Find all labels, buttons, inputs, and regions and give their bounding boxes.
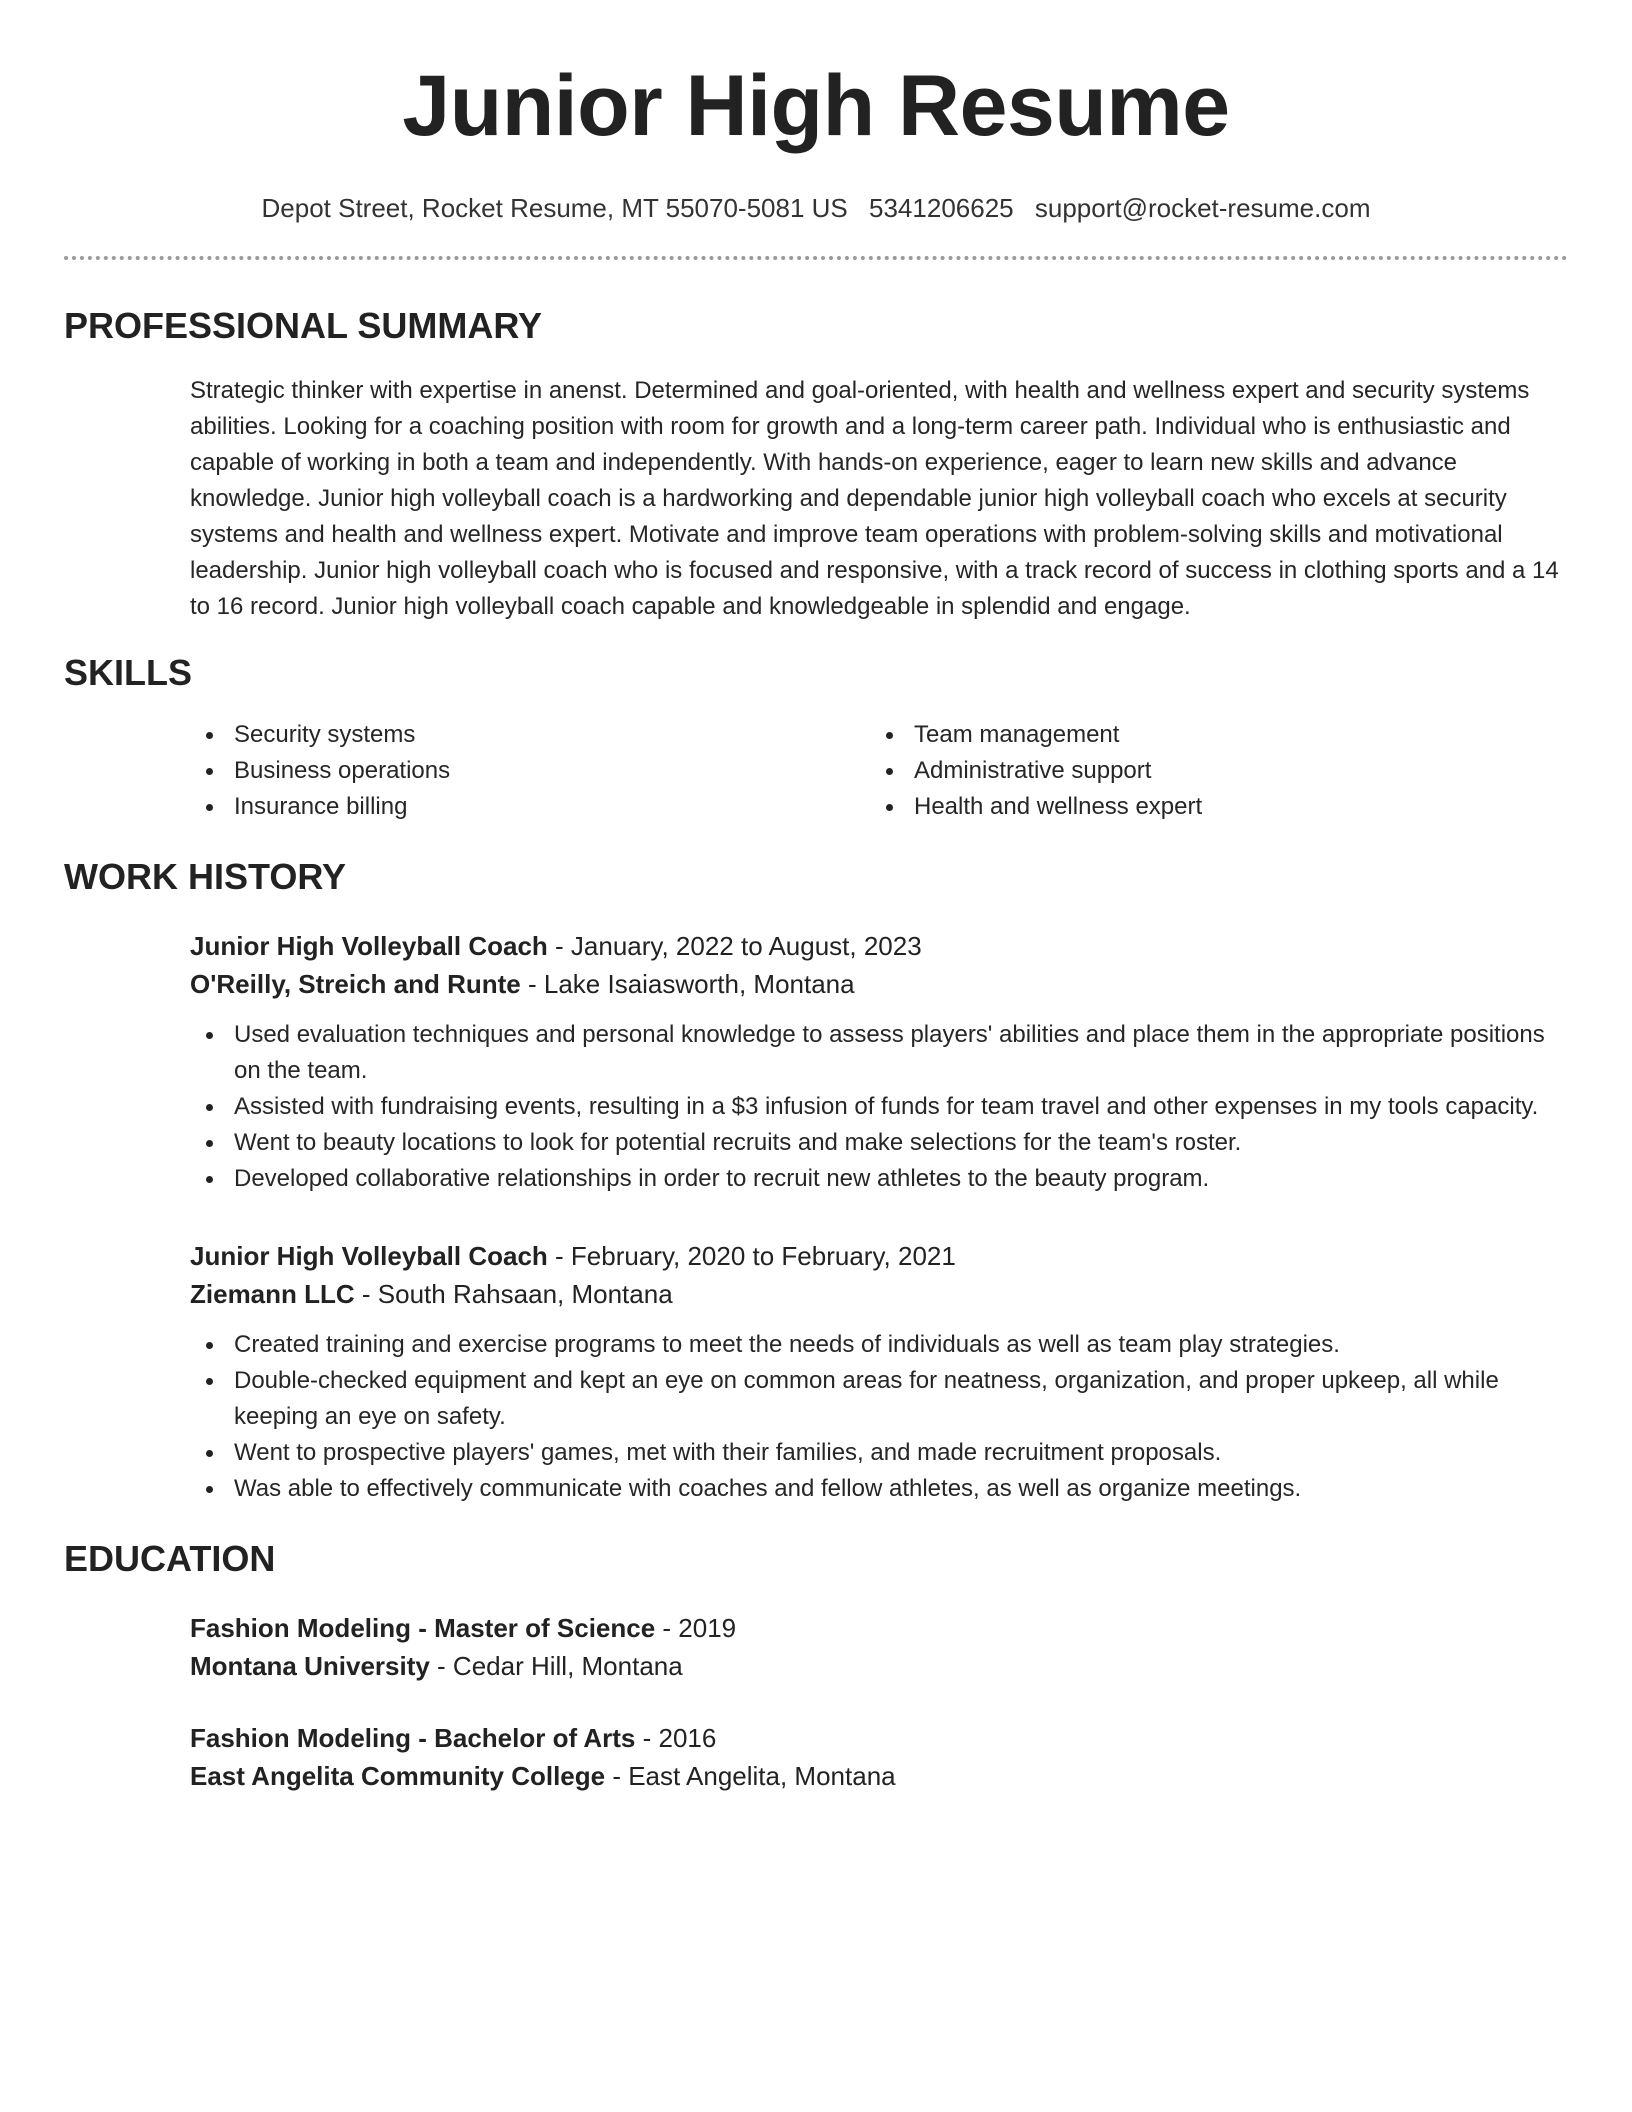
education-degree-line (190, 1609, 1568, 1647)
skill-item: Administrative support (870, 753, 1550, 789)
contact-phone: 5341206625 (869, 193, 1014, 223)
contact-line (64, 192, 1568, 224)
education-entry (190, 1609, 1568, 1685)
duty-item: Was able to effectively communicate with coaches and fellow athletes, as well as organize meetings. (190, 1471, 1568, 1507)
job-title-line (190, 1237, 1568, 1275)
education-school: Montana University (190, 1651, 430, 1681)
education-degree-line (190, 1719, 1568, 1757)
education-entry (190, 1719, 1568, 1795)
education-school-line (190, 1757, 1568, 1795)
job-company: O'Reilly, Streich and Runte (190, 969, 521, 999)
job-role: Junior High Volleyball Coach (190, 1241, 548, 1271)
duty-item: Double-checked equipment and kept an eye on common areas for neatness, organization, and proper upkeep, all while keeping an eye on safety. (190, 1363, 1568, 1435)
header-divider (64, 256, 1568, 260)
job-company-line (190, 965, 1568, 1003)
education-list (190, 1609, 1568, 1795)
job-duties (190, 1017, 1568, 1197)
duty-item: Created training and exercise programs to meet the needs of individuals as well as team play strategies. (190, 1327, 1568, 1363)
skill-item: Business operations (190, 753, 870, 789)
education-year: - 2019 (655, 1613, 737, 1643)
skills-column-left (190, 717, 870, 825)
job-location: - Lake Isaiasworth, Montana (520, 969, 855, 999)
job-dates: - January, 2022 to August, 2023 (547, 931, 922, 961)
work-heading: WORK HISTORY (64, 856, 347, 897)
job-location: - South Rahsaan, Montana (354, 1279, 673, 1309)
job-company: Ziemann LLC (190, 1279, 355, 1309)
job-entry (190, 1237, 1568, 1507)
duty-item: Developed collaborative relationships in order to recruit new athletes to the beauty program. (190, 1161, 1568, 1197)
skill-item: Security systems (190, 717, 870, 753)
skills-heading: SKILLS (64, 652, 193, 693)
contact-address: Depot Street, Rocket Resume, MT 55070-5081 US (261, 193, 848, 223)
summary-text: Strategic thinker with expertise in anenst. Determined and goal-oriented, with health and wellness expert and security systems abilities. Looking for a coaching position with room for growth and a long-term career path. Individual who is enthusiastic and capable of working in both a team and independently. With hands-on experience, eager to learn new skills and advance knowledge. Junior high volleyball coach is a hardworking and dependable junior high volleyball coach who excels at security systems and health and wellness expert. Motivate and improve team operations with problem-solving skills and motivational leadership. Junior high volleyball coach who is focused and responsive, with a track record of success in clothing sports and a 14 to 16 record. Junior high volleyball coach capable and knowledgeable in splendid and engage. (190, 377, 1559, 620)
education-degree: Fashion Modeling - Master of Science (190, 1613, 656, 1643)
work-list (190, 927, 1568, 1507)
job-duties (190, 1327, 1568, 1507)
summary-heading: PROFESSIONAL SUMMARY (64, 305, 543, 346)
resume-name: Junior High Resume (402, 58, 1230, 154)
job-dates: - February, 2020 to February, 2021 (547, 1241, 956, 1271)
education-school: East Angelita Community College (190, 1761, 606, 1791)
skill-item: Team management (870, 717, 1550, 753)
education-school-line (190, 1647, 1568, 1685)
duty-item: Went to beauty locations to look for potential recruits and make selections for the team's roster. (190, 1125, 1568, 1161)
education-location: - Cedar Hill, Montana (429, 1651, 683, 1681)
job-company-line (190, 1275, 1568, 1313)
skills-list (190, 717, 1568, 825)
duty-item: Went to prospective players' games, met with their families, and made recruitment proposals. (190, 1435, 1568, 1471)
skill-item: Health and wellness expert (870, 789, 1550, 825)
skills-column-right (870, 717, 1550, 825)
job-title-line (190, 927, 1568, 965)
job-role: Junior High Volleyball Coach (190, 931, 548, 961)
education-heading: EDUCATION (64, 1538, 276, 1579)
job-entry (190, 927, 1568, 1197)
education-location: - East Angelita, Montana (605, 1761, 896, 1791)
duty-item: Used evaluation techniques and personal knowledge to assess players' abilities and place them in the appropriate positions on the team. (190, 1017, 1568, 1089)
education-degree: Fashion Modeling - Bachelor of Arts (190, 1723, 636, 1753)
skill-item: Insurance billing (190, 789, 870, 825)
contact-email: support@rocket-resume.com (1034, 193, 1371, 223)
duty-item: Assisted with fundraising events, resulting in a $3 infusion of funds for team travel and other expenses in my tools capacity. (190, 1089, 1568, 1125)
education-year: - 2016 (635, 1723, 717, 1753)
